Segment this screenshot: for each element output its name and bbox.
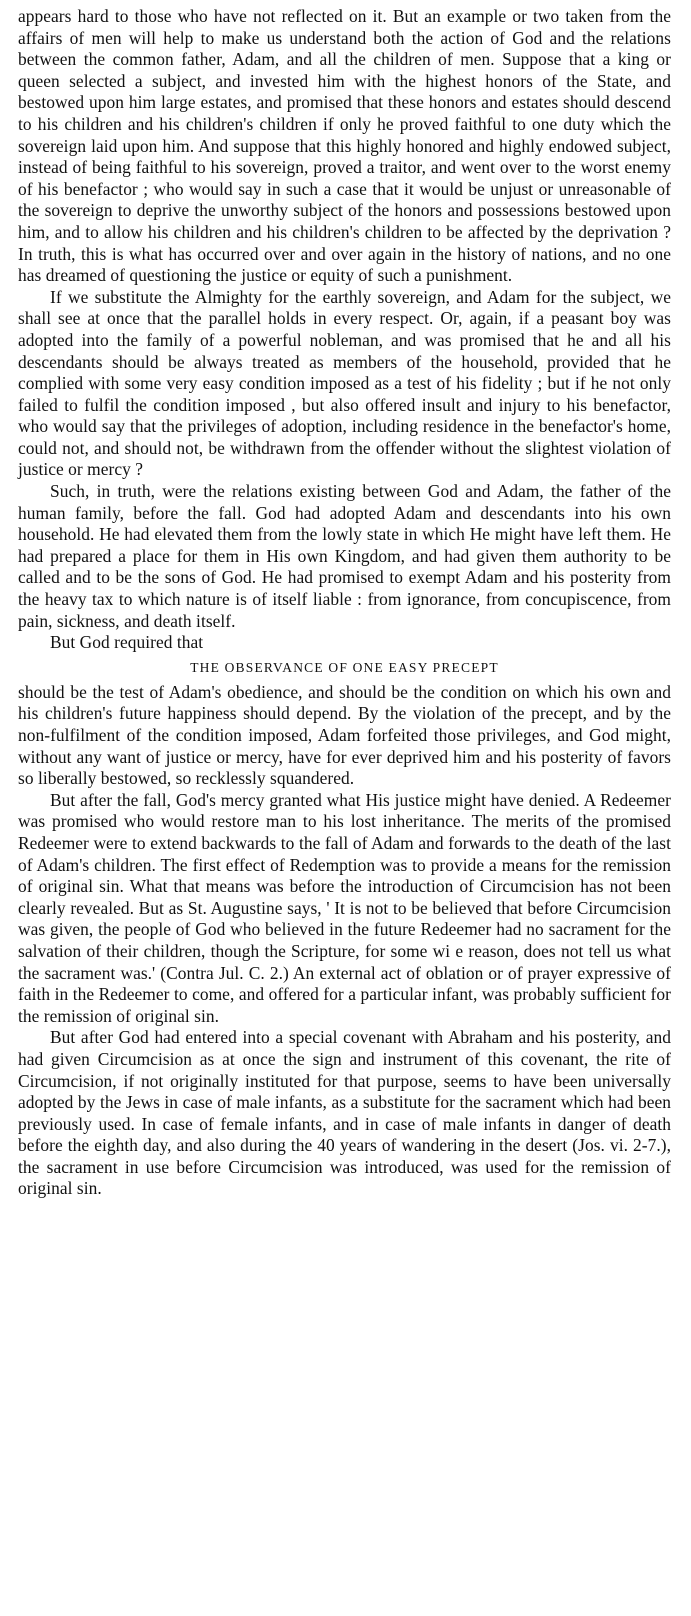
paragraph-after-the-fall: But after the fall, God's mercy granted what His justice might have denied. A Redeemer was promised who would restore man to his lost inheritance. The merits of the promised Redeemer were to extend backwards to the fall of Adam and forwards to the death of the last of Adam's children. The first effect of Redemption was to provide a means for the remission of original sin. What that means was before the introduction of Circumcision has not been clearly revealed. But as St. Augustine says, ' It is not to be believed that before Circumcision was given, the people of God who believed in the future Redeemer had no sacrament for the salvation of their children, though the Scripture, for some wi e reason, does not tell us what the sacrament was.' (Contra Jul. C. 2.) An external act of oblation or of prayer expressive of faith in the Redeemer to come, and offered for a particular infant, was probably sufficient for the remission of original sin. (18, 789, 671, 1026)
paragraph-continuation: appears hard to those who have not reflected on it. But an example or two taken from the affairs of men will help to make us understand both the action of God and the relations between the common father, Adam, and all the children of men. Suppose that a king or queen selected a subject, and invested him with the highest honors of the State, and bestowed upon him large estates, and promised that these honors and estates should descend to his children and his children's children if only he proved faithful to one duty which the sovereign laid upon him. And suppose that this highly honored and highly endowed subject, instead of being faithful to his sovereign, proved a traitor, and went over to the worst enemy of his benefactor ; who would say in such a case that it would be unjust or unreasonable of the sovereign to deprive the unworthy subject of the honors and possessions bestowed upon him, and to allow his children and his children's children to be affected by the deprivation ? In truth, this is what has occurred over and over again in the history of nations, and no one has dreamed of questioning the justice or equity of such a punishment. (18, 6, 671, 286)
paragraph-covenant-abraham: But after God had entered into a special covenant with Abraham and his posterity, and had given Circumcision as at once the sign and instrument of this covenant, the rite of Circumcision, if not originally instituted for that purpose, seems to have been universally adopted by the Jews in case of male infants, as a substitute for the sacrament which had been previously used. In case of female infants, and in case of male infants in danger of death before the eighth day, and also during the 40 years of wandering in the desert (Jos. vi. 2-7.), the sacrament in use before Circumcision was introduced, was used for the remission of original sin. (18, 1027, 671, 1199)
paragraph-relations-before-fall: Such, in truth, were the relations existing between God and Adam, the father of the human family, before the fall. God had adopted Adam and descendants into his own household. He had elevated them from the lowly state in which He might have left them. He had prepared a place for them in His own Kingdom, and had given them authority to be called and to be the sons of God. He had promised to exempt Adam and his posterity from the heavy tax to which nature is of itself liable : from ignorance, from concupiscence, from pain, sickness, and death itself. (18, 481, 671, 631)
paragraph-test-of-obedience: should be the test of Adam's obedience, and should be the condition on which his own and his children's future happiness should depend. By the violation of the precept, and by the non-fulfilment of the condition imposed, Adam forfeited those privileges, and God might, without any want of justice or mercy, have for ever deprived him and his posterity of favors so liberally bestowed, so recklessly squandered. (18, 681, 671, 789)
paragraph-god-required: But God required that (50, 632, 204, 653)
paragraph-earthly-sovereign: If we substitute the Almighty for the earthly sovereign, and Adam for the subject, we shall see at once that the parallel holds in every respect. Or, again, if a peasant boy was adopted into the family of a powerful nobleman, and was promised that he and all his descendants should be always treated as members of the household, provided that he complied with some very easy condition imposed as a test of his fidelity ; but if he not only failed to fulfil the condition imposed , but also offered insult and injury to his benefactor, who would say that the privileges of adoption, including residence in the benefactor's home, could not, and should not, be withdrawn from the offender without the slightest violation of justice or mercy ? (18, 286, 671, 480)
section-heading: THE OBSERVANCE OF ONE EASY PRECEPT (190, 659, 499, 675)
